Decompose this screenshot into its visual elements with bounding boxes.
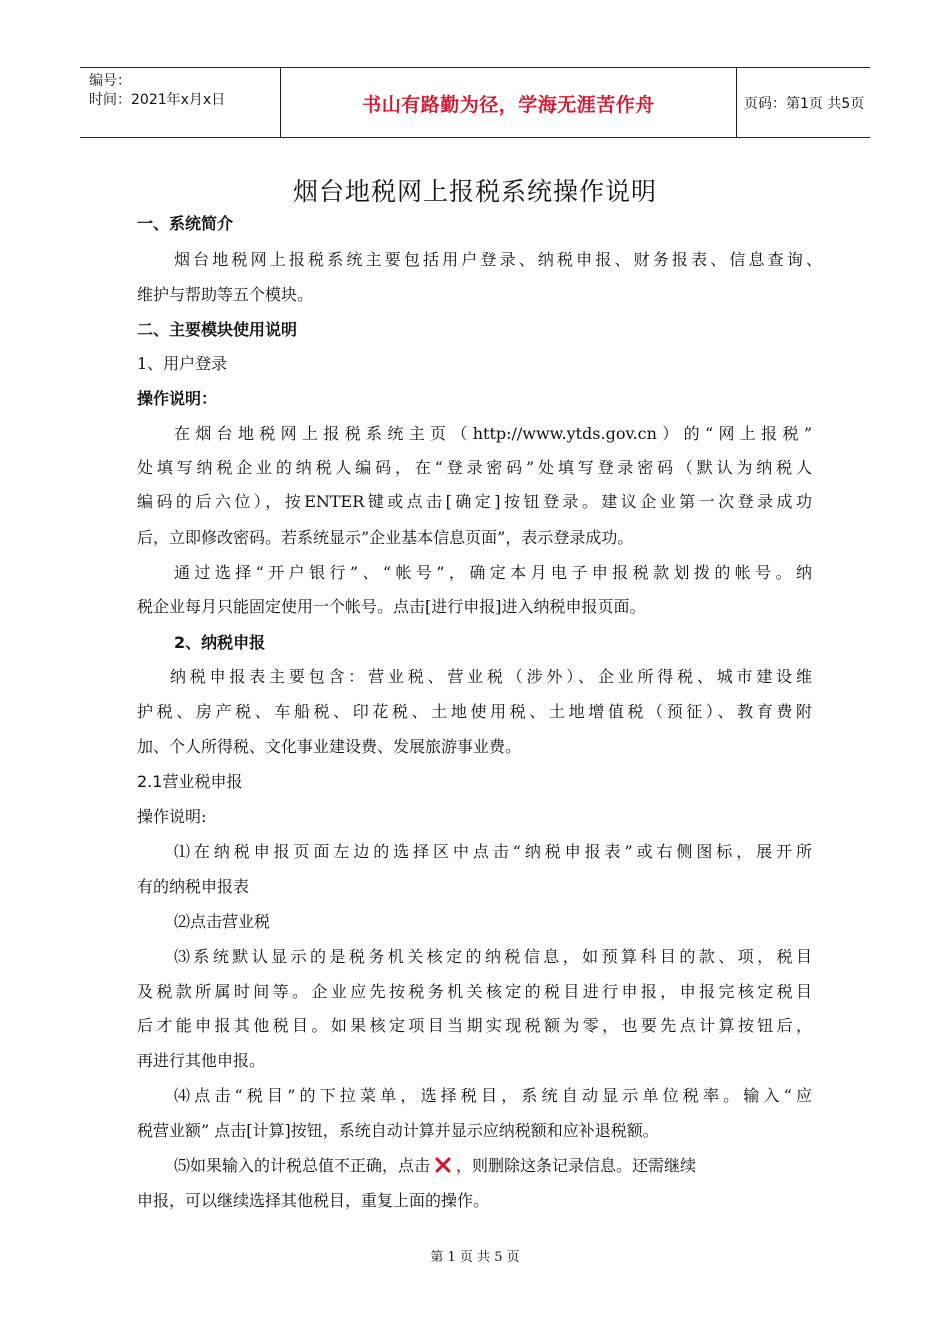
paragraph-line: 在烟台地税网上报税系统主页（http://www.ytds.gov.cn）的“网上报税”	[174, 424, 812, 443]
document-number: 编号：	[89, 73, 131, 89]
step-line: ⑵点击营业税	[174, 912, 271, 931]
operation-label: 操作说明：	[137, 389, 218, 408]
section-heading-modules: 二、主要模块使用说明	[137, 320, 298, 339]
step-text-after-icon: ，则删除这条记录信息。还需继续	[456, 1156, 697, 1175]
paragraph-line: 通过选择“开户银行”、“帐号”，确定本月电子申报税款划拨的帐号。纳	[174, 563, 812, 582]
section-heading-intro: 一、系统简介	[137, 214, 234, 233]
header-motto-cell	[280, 68, 737, 137]
step-line: 后才能申报其他税目。如果核定项目当期实现税额为零，也要先点计算按钮后，	[137, 1016, 812, 1035]
document-date: 时间：2021年x月x日	[89, 92, 226, 108]
paragraph-line: 后，立即修改密码。若系统显示”企业基本信息页面”，表示登录成功。	[137, 528, 634, 547]
step-line: 申报，可以继续选择其他税目，重复上面的操作。	[137, 1191, 490, 1210]
subsection-heading-login: 1、用户登录	[137, 354, 228, 373]
page-footer: 第 1 页 共 5 页	[430, 1250, 520, 1265]
document-title: 烟台地税网上报税系统操作说明	[292, 177, 657, 206]
paragraph-line: 税企业每月只能固定使用一个帐号。点击[进行申报]进入纳税申报页面。	[137, 597, 646, 616]
paragraph-line: 处填写纳税企业的纳税人编码，在“登录密码”处填写登录密码（默认为纳税人	[137, 458, 812, 477]
paragraph-line: 烟台地税网上报税系统主要包括用户登录、纳税申报、财务报表、信息查询、	[174, 250, 822, 269]
subsection-heading-business-tax: 2.1营业税申报	[137, 772, 243, 791]
step-line: 有的纳税申报表	[137, 877, 250, 896]
subsection-heading-declaration: 2、纳税申报	[174, 633, 266, 652]
header-page-cell	[736, 68, 870, 137]
operation-label: 操作说明:	[137, 807, 207, 826]
page-code: 页码：第1页 共5页	[744, 96, 865, 112]
step-line: ⑷点击“税目”的下拉菜单，选择税目，系统自动显示单位税率。输入“应	[174, 1086, 812, 1105]
motto: 书山有路勤为径，学海无涯苦作舟	[362, 94, 655, 116]
step-line: 再进行其他申报。	[137, 1051, 266, 1070]
header-info-cell	[80, 68, 280, 137]
step-line: 及税款所属时间等。企业应先按税务机关核定的税目进行申报，申报完核定税目	[137, 982, 812, 1001]
paragraph-line: 护税、房产税、车船税、印花税、土地使用税、土地增值税（预征）、教育费附	[137, 702, 812, 721]
paragraph-line: 维护与帮助等五个模块。	[137, 285, 314, 304]
delete-x-icon	[434, 1156, 452, 1174]
page-header	[80, 67, 870, 138]
step-line: 税营业额” 点击[计算]按钮，系统自动计算并显示应纳税额和应补退税额。	[137, 1121, 659, 1140]
step-line: ⑴在纳税申报页面左边的选择区中点击“纳税申报表”或右侧图标，展开所	[174, 842, 812, 861]
paragraph-line: 加、个人所得税、文化事业建设费、发展旅游事业费。	[137, 737, 522, 756]
step-line: ⑶系统默认显示的是税务机关核定的纳税信息，如预算科目的款、项，税目	[174, 947, 812, 966]
step-line	[174, 1155, 696, 1177]
paragraph-line: 编码的后六位），按ENTER键或点击[确定]按钮登录。建议企业第一次登录成功	[137, 492, 812, 511]
step-text-before-icon: ⑸如果输入的计税总值不正确，点击	[174, 1156, 431, 1175]
paragraph-line: 纳税申报表主要包含：营业税、营业税（涉外）、企业所得税、城市建设维	[170, 667, 812, 686]
